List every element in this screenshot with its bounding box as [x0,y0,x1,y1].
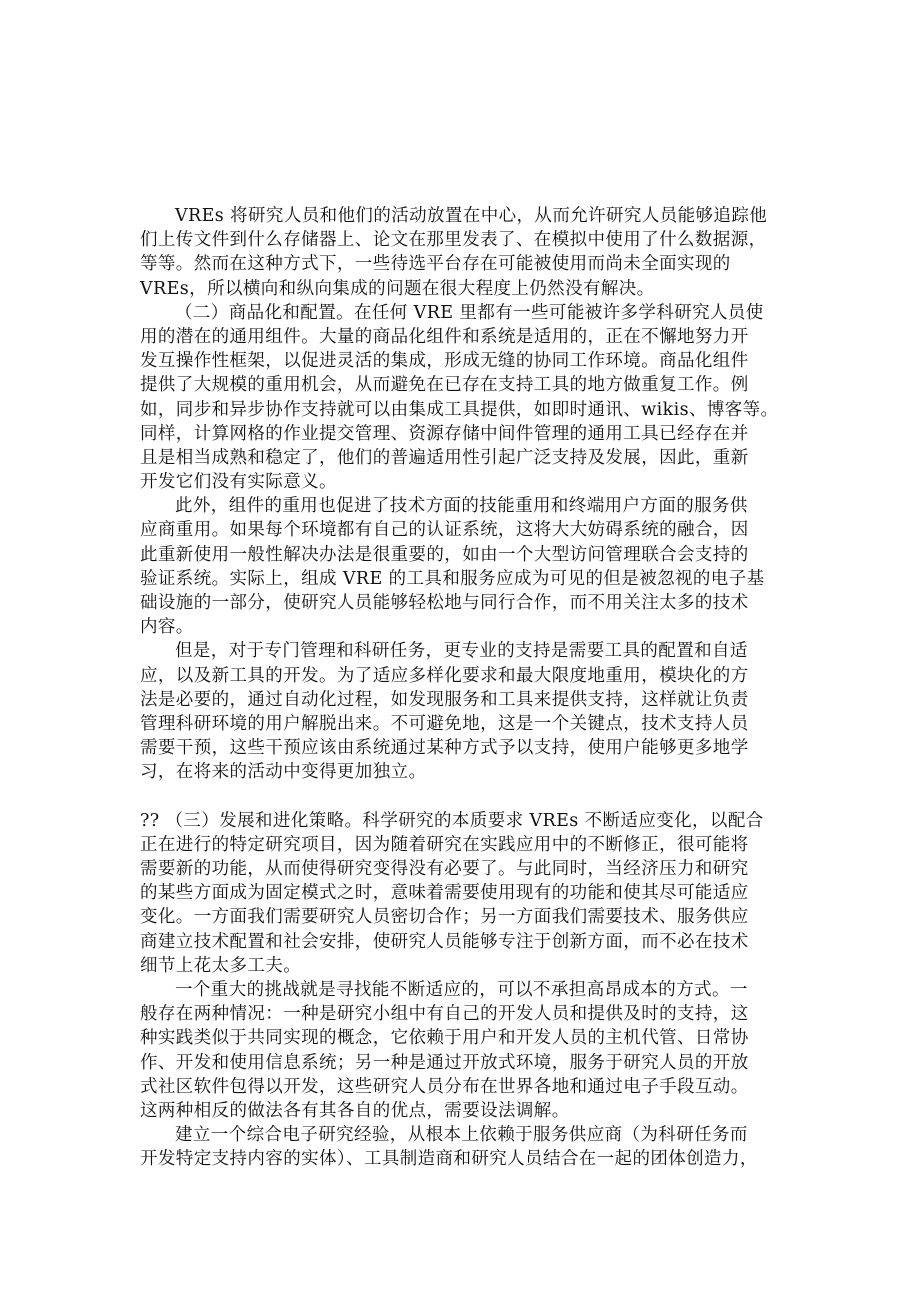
paragraph-line: 管理科研环境的用户解脱出来。不可避免地，这是一个关键点，技术支持人员 [140,713,749,734]
document-body [140,204,790,1172]
paragraph-line: VREs 将研究人员和他们的活动放置在中心，从而允许研究人员能够追踪他 [175,206,768,226]
paragraph-line: 发互操作性框架，以促进灵活的集成，形成无缝的协同工作环境。商品化组件 [140,351,749,372]
paragraph-7 [140,1123,790,1171]
paragraph-4 [140,639,790,784]
paragraph-line: 内容。 [140,617,194,638]
paragraph-3 [140,494,790,639]
paragraph-line: 但是，对于专门管理和科研任务，更专业的支持是需要工具的配置和自适 [175,641,748,662]
paragraph-line: 需要干预，这些干预应该由系统通过某种方式予以支持，使用户能够更多地学 [140,738,749,759]
paragraph-line: 这两种相反的做法各有其各自的优点，需要设法调解。 [140,1100,570,1121]
paragraph-line: 需要新的功能，从而使得研究变得没有必要了。与此同时，当经济压力和研究 [140,859,749,880]
paragraph-line: VREs，所以横向和纵向集成的问题在很大程度上仍然没有解决。 [140,278,655,299]
paragraph-line: 同样，计算网格的作业提交管理、资源存储中间件管理的通用工具已经存在并 [140,423,749,444]
paragraph-line: 验证系统。实际上，组成 VRE 的工具和服务应成为可见的但是被忽视的电子基 [140,568,765,589]
paragraph-line: 法是必要的，通过自动化过程，如发现服务和工具来提供支持，这样就让负责 [140,689,749,710]
paragraph-line: 应，以及新工具的开发。为了适应多样化要求和最大限度地重用，模块化的方 [140,665,749,686]
paragraph-line: 且是相当成熟和稳定了，他们的普遍适用性引起广泛支持及发展，因此，重新 [140,447,749,468]
paragraph-line: 此重新使用一般性解决办法是很重要的，如由一个大型访问管理联合会支持的 [140,544,749,565]
paragraph-line: 应商重用。如果每个环境都有自己的认证系统，这将大大妨碍系统的融合，因 [140,520,749,541]
paragraph-line: 作、开发和使用信息系统；另一种是通过开放式环境，服务于研究人员的开放 [140,1052,749,1073]
paragraph-6 [140,978,790,1123]
paragraph-1 [140,204,790,301]
paragraph-line: 等等。然而在这种方式下，一些待选平台存在可能被使用而尚未全面实现的 [140,254,731,275]
paragraph-line: 提供了大规模的重用机会，从而避免在已存在支持工具的地方做重复工作。例 [140,375,749,396]
paragraph-line: 变化。一方面我们需要研究人员密切合作；另一方面我们需要技术、服务供应 [140,907,749,928]
paragraph-line: 如，同步和异步协作支持就可以由集成工具提供，如即时通讯、wikis、博客等。 [140,399,779,420]
paragraph-line: （二）商品化和配置。在任何 VRE 里都有一些可能被许多学科研究人员使 [175,302,764,323]
paragraph-line: 商建立技术配置和社会安排，使研究人员能够专注于创新方面，而不必在技术 [140,931,749,952]
paragraph-line: 此外，组件的重用也促进了技术方面的技能重用和终端用户方面的服务供 [175,496,748,517]
paragraph-line: 式社区软件包得以开发，这些研究人员分布在世界各地和通过电子手段互动。 [140,1076,749,1097]
paragraph-line: 的某些方面成为固定模式之时，意味着需要使用现有的功能和使其尽可能适应 [140,883,749,904]
paragraph-line: 一个重大的挑战就是寻找能不断适应的，可以不承担高昂成本的方式。一 [175,980,748,1000]
paragraph-line: 正在进行的特定研究项目，因为随着研究在实践应用中的不断修正，很可能将 [140,834,749,855]
paragraph-line: 般存在两种情况：一种是研究小组中有自己的开发人员和提供及时的支持，这 [140,1004,749,1025]
paragraph-line: 开发特定支持内容的实体）、工具制造商和研究人员结合在一起的团体创造力， [140,1149,758,1170]
paragraph-line: 用的潜在的通用组件。大量的商品化组件和系统是适用的，正在不懈地努力开 [140,326,749,347]
paragraph-line: 开发它们没有实际意义。 [140,472,337,493]
paragraph-line: 们上传文件到什么存储器上、论文在那里发表了、在模拟中使用了什么数据源， [140,230,767,251]
paragraph-2 [140,301,790,495]
paragraph-line: ?? （三）发展和进化策略。科学研究的本质要求 VREs 不断适应变化，以配合 [140,810,764,831]
paragraph-line: 细节上花太多工夫。 [140,955,302,976]
paragraph-5 [140,809,790,978]
paragraph-line: 种实践类似于共同实现的概念，它依赖于用户和开发人员的主机代管、日常协 [140,1028,749,1049]
blank-line [140,785,790,809]
paragraph-line: 习，在将来的活动中变得更加独立。 [140,762,427,783]
paragraph-line: 建立一个综合电子研究经验，从根本上依赖于服务供应商（为科研任务而 [175,1125,748,1146]
paragraph-line: 础设施的一部分，使研究人员能够轻松地与同行合作，而不用关注太多的技术 [140,593,749,613]
